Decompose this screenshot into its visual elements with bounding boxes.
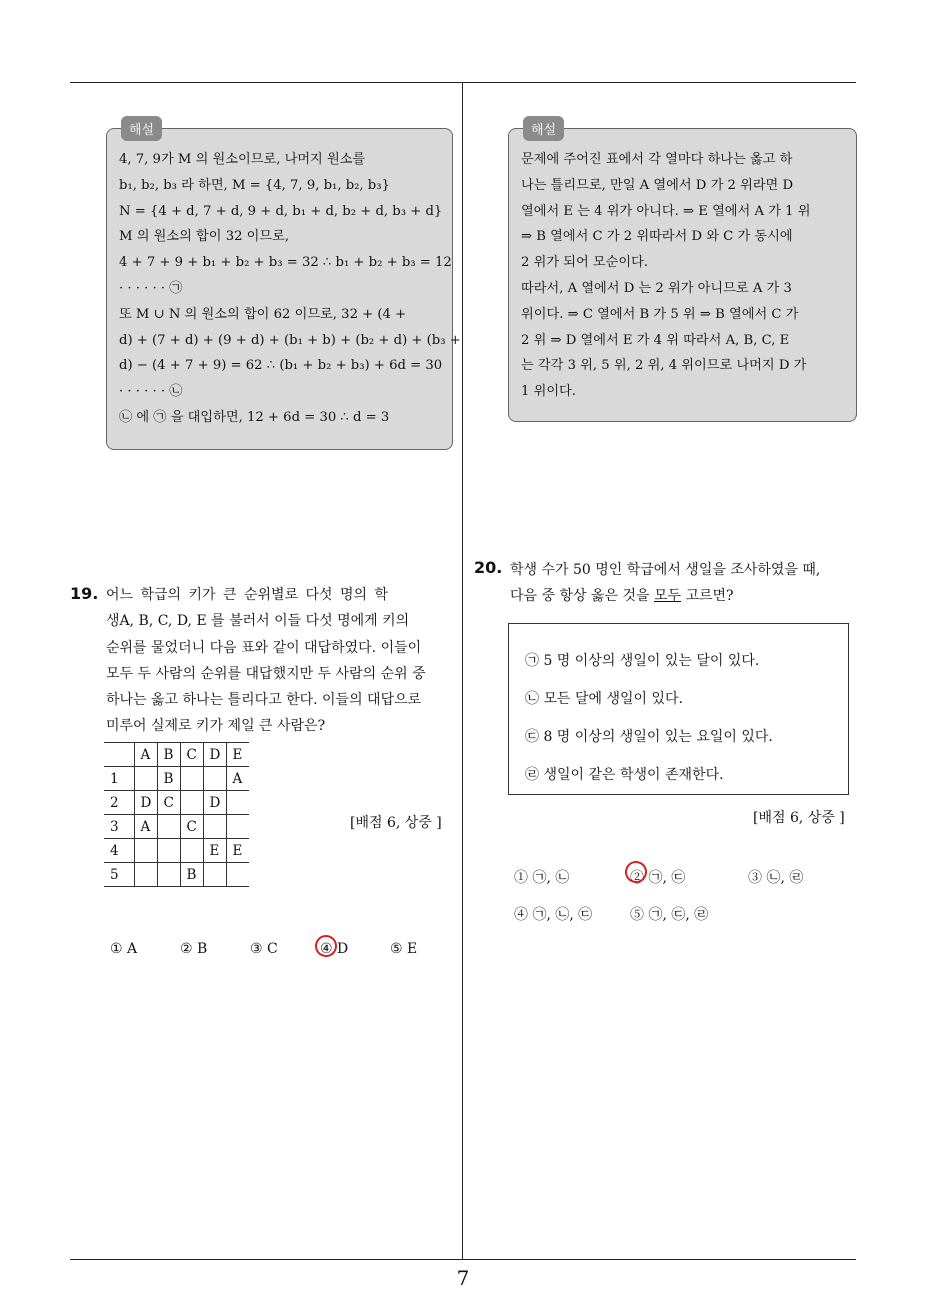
solution-line: d) + (7 + d) + (9 + d) + (b₁ + b) + (b₂ + d) + (b₃ +: [119, 332, 461, 348]
solution-line: 1 위이다.: [521, 384, 576, 400]
table-cell: B: [157, 767, 180, 791]
answer-choice-2[interactable]: ② ㉠, ㉢: [630, 870, 686, 886]
solution-line: · · · · · · ㉠: [119, 280, 183, 296]
question-number-19: 19.: [70, 584, 99, 603]
solution-line: 따라서, A 열에서 D 는 2 위가 아니므로 A 가 3: [521, 280, 792, 296]
solution-box-right: [508, 123, 857, 422]
table-cell: [203, 863, 226, 887]
table-cell: 2: [104, 791, 134, 815]
solution-tag: 해설: [523, 116, 564, 141]
question-text-line: 미루어 실제로 키가 제일 큰 사람은?: [106, 718, 326, 734]
table-cell: A: [134, 743, 157, 767]
underlined-word: 모두: [653, 588, 682, 604]
statement-item: ㉡ 모든 달에 생일이 있다.: [525, 691, 683, 707]
table-cell: [134, 863, 157, 887]
solution-tag: 해설: [121, 116, 162, 141]
table-cell: 5: [104, 863, 134, 887]
top-rule: [70, 82, 856, 83]
solution-line: b₁, b₂, b₃ 라 하면, M = {4, 7, 9, b₁, b₂, b₃}: [119, 177, 390, 193]
table-cell: 4: [104, 839, 134, 863]
question-number-20: 20.: [474, 558, 503, 577]
answer-choice-5[interactable]: ⑤ ㉠, ㉢, ㉣: [630, 907, 709, 923]
answer-choice-4[interactable]: ④ D: [320, 941, 349, 957]
table-row: [104, 767, 249, 791]
table-cell: [157, 815, 180, 839]
table-cell: [134, 767, 157, 791]
question-text: 다음 중 항상 옳은 것을: [510, 588, 654, 604]
page-number: 7: [456, 1266, 470, 1290]
statement-item: ㉠ 5 명 이상의 생일이 있는 달이 있다.: [525, 653, 760, 669]
table-cell: E: [203, 839, 226, 863]
table-header-row: [104, 743, 249, 767]
answer-choice-3[interactable]: ③ C: [250, 941, 278, 957]
question-text-line: [510, 585, 734, 605]
question-text-line: 모두 두 사람의 순위를 대답했지만 두 사람의 순위 중: [106, 666, 426, 682]
solution-line: 문제에 주어진 표에서 각 열마다 하나는 옳고 하: [521, 152, 793, 167]
solution-line: ㉡ 에 ㉠ 을 대입하면, 12 + 6d = 30 ∴ d = 3: [119, 409, 390, 425]
solution-line: M 의 원소의 합이 32 이므로,: [119, 229, 290, 245]
solution-line: 2 위가 되어 모순이다.: [521, 255, 649, 271]
table-cell: [180, 791, 203, 815]
bottom-rule: [70, 1259, 856, 1260]
table-row: [104, 839, 249, 863]
statement-item: ㉣ 생일이 같은 학생이 존재한다.: [525, 767, 724, 783]
solution-line: 4 + 7 + 9 + b₁ + b₂ + b₃ = 32 ∴ b₁ + b₂ + b₃ = 12: [119, 255, 452, 271]
answer-choice-1[interactable]: ① ㉠, ㉡: [514, 870, 570, 886]
solution-line: 또 M ∪ N 의 원소의 합이 62 이므로, 32 + (4 +: [119, 306, 407, 322]
table-cell: [180, 839, 203, 863]
question-text-line: 하나는 옳고 하나는 틀리다고 한다. 이들의 대답으로: [106, 692, 422, 708]
solution-line: 4, 7, 9가 M 의 원소이므로, 나머지 원소를: [119, 152, 366, 167]
table-cell: C: [157, 791, 180, 815]
question-text: 고르면?: [681, 588, 734, 604]
table-cell: D: [134, 791, 157, 815]
rank-table: [104, 742, 249, 887]
solution-line: 는 각각 3 위, 5 위, 2 위, 4 위이므로 나머지 D 가: [521, 358, 807, 374]
table-cell: C: [180, 743, 203, 767]
table-cell: [157, 839, 180, 863]
table-cell: [203, 767, 226, 791]
table-row: [104, 791, 249, 815]
question-text-line: 순위를 물었더니 다음 표와 같이 대답하였다. 이들이: [106, 640, 422, 656]
question-text-line: 학생 수가 50 명인 학급에서 생일을 조사하였을 때,: [510, 562, 821, 578]
answer-choice-1[interactable]: ① A: [110, 941, 138, 957]
solution-line: 위이다. ⇒ C 열에서 B 가 5 위 ⇒ B 열에서 C 가: [521, 306, 799, 322]
question-text-line: 생A, B, C, D, E 를 불러서 이들 다섯 명에게 키의: [106, 613, 410, 629]
table-row: [104, 815, 249, 839]
points-label: [배점 6, 상중 ]: [350, 815, 442, 831]
table-cell: [226, 863, 249, 887]
table-cell: [134, 839, 157, 863]
table-cell: E: [226, 839, 249, 863]
answer-choice-2[interactable]: ② B: [180, 941, 208, 957]
table-cell: [157, 863, 180, 887]
table-cell: E: [226, 743, 249, 767]
answer-choice-3[interactable]: ③ ㉡, ㉣: [748, 870, 804, 886]
solution-line: N = {4 + d, 7 + d, 9 + d, b₁ + d, b₂ + d, b₃ + d}: [119, 203, 443, 219]
statement-box: [508, 623, 849, 795]
solution-line: 2 위 ⇒ D 열에서 E 가 4 위 따라서 A, B, C, E: [521, 332, 790, 348]
table-cell: 1: [104, 767, 134, 791]
solution-line: ⇒ B 열에서 C 가 2 위따라서 D 와 C 가 동시에: [521, 229, 793, 245]
table-cell: B: [180, 863, 203, 887]
table-cell: D: [203, 743, 226, 767]
solution-line: · · · · · · ㉡: [119, 384, 183, 400]
table-cell: [104, 743, 134, 767]
table-cell: D: [203, 791, 226, 815]
solution-line: d) − (4 + 7 + 9) = 62 ∴ (b₁ + b₂ + b₃) + 6d = 30: [119, 358, 443, 374]
table-cell: C: [180, 815, 203, 839]
points-label: [배점 6, 상중 ]: [753, 810, 845, 826]
solution-box-left: [106, 123, 461, 450]
question-text-line: 어느 학급의 키가 큰 순위별로 다섯 명의 학: [106, 587, 389, 603]
table-cell: [203, 815, 226, 839]
table-cell: [180, 767, 203, 791]
table-cell: A: [226, 767, 249, 791]
table-cell: [226, 791, 249, 815]
solution-line: 열에서 E 는 4 위가 아니다. ⇒ E 열에서 A 가 1 위: [521, 203, 811, 219]
table-cell: A: [134, 815, 157, 839]
table-cell: [226, 815, 249, 839]
statement-item: ㉢ 8 명 이상의 생일이 있는 요일이 있다.: [525, 729, 773, 745]
column-divider: [462, 82, 463, 1259]
solution-line: 나는 틀리므로, 만일 A 열에서 D 가 2 위라면 D: [521, 177, 794, 193]
table-cell: 3: [104, 815, 134, 839]
table-row: [104, 863, 249, 887]
answer-choice-4[interactable]: ④ ㉠, ㉡, ㉢: [514, 907, 593, 923]
answer-choice-5[interactable]: ⑤ E: [390, 941, 418, 957]
table-cell: B: [157, 743, 180, 767]
